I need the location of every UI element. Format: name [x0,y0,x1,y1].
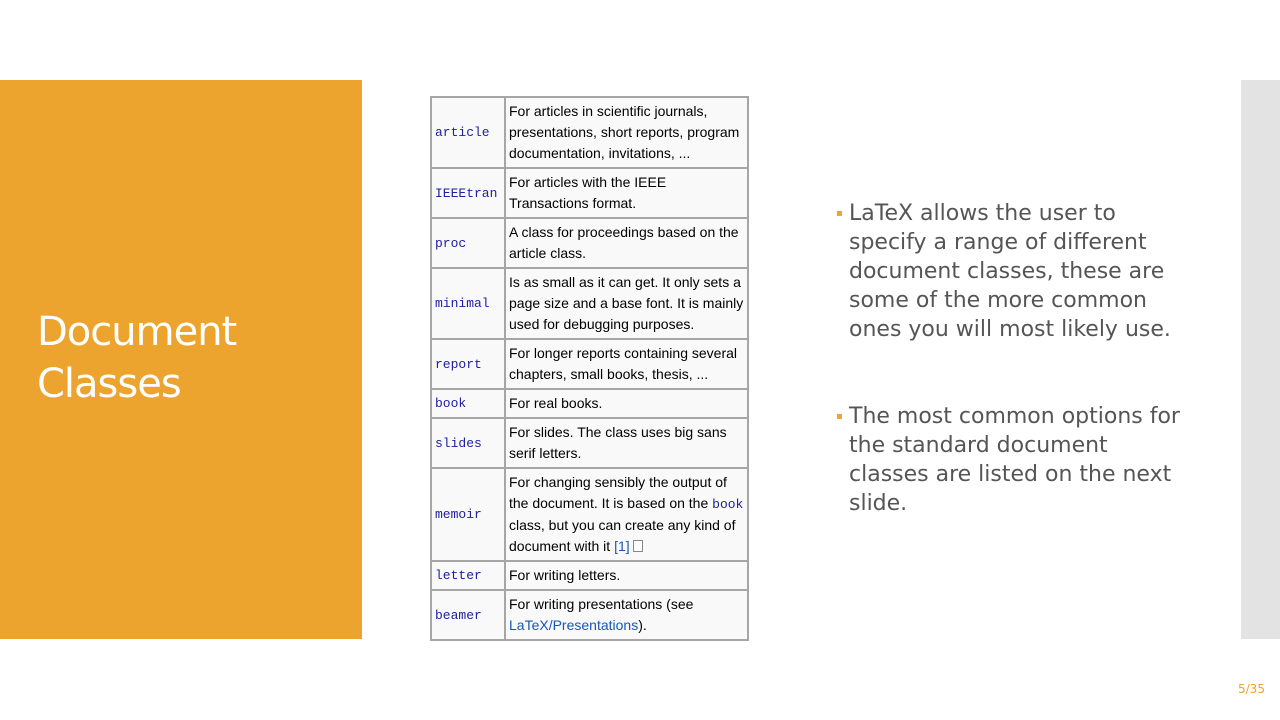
slide-title: Document Classes [37,309,237,407]
right-decorative-strip [1241,80,1280,639]
table-row [431,561,748,590]
presentations-link[interactable]: LaTeX/Presentations [509,617,639,633]
class-name: minimal [431,268,505,339]
class-name: book [431,389,505,418]
external-document-icon [633,540,643,552]
bullet-item [836,402,1181,518]
bullet-list [836,199,1181,576]
class-description [505,590,748,640]
table-row [431,590,748,640]
class-description: For real books. [505,389,748,418]
table-row [431,218,748,268]
table-row [431,418,748,468]
class-name: memoir [431,468,505,561]
table-row [431,168,748,218]
description-text: For changing sensibly the output of the document. It is based on the [509,474,727,511]
bullet-text: The most common options for the standard document classes are listed on the next slide. [849,404,1180,516]
description-text: For writing presentations (see [509,596,694,612]
class-description: For articles in scientific journals, presentations, short reports, program documentation, invitations, ... [505,97,748,168]
table-row [431,468,748,561]
class-name: proc [431,218,505,268]
table-row [431,389,748,418]
bullet-item [836,199,1181,344]
class-name: report [431,339,505,389]
class-description: For longer reports containing several chapters, small books, thesis, ... [505,339,748,389]
class-name: letter [431,561,505,590]
bullet-text: LaTeX allows the user to specify a range of different document classes, these are some of the more common ones you will most likely use. [849,201,1171,342]
document-classes-table [430,96,749,641]
table-row [431,97,748,168]
description-text: ). [638,617,647,633]
bullet-square-icon: ▪ [836,208,843,219]
table-row [431,268,748,339]
class-description: For slides. The class uses big sans serif letters. [505,418,748,468]
class-description: A class for proceedings based on the article class. [505,218,748,268]
reference-link[interactable]: [1] [614,538,630,554]
class-name: slides [431,418,505,468]
description-text: class, but you can create any kind of document with it [509,517,736,554]
page-number: 5/35 [1238,682,1265,696]
bullet-square-icon: ▪ [836,411,843,422]
class-description: For writing letters. [505,561,748,590]
inline-code-book: book [712,497,744,512]
class-description: For articles with the IEEE Transactions format. [505,168,748,218]
class-name: beamer [431,590,505,640]
table-row [431,339,748,389]
class-description [505,468,748,561]
class-name: article [431,97,505,168]
class-name: IEEEtran [431,168,505,218]
class-description: Is as small as it can get. It only sets a page size and a base font. It is mainly used for debugging purposes. [505,268,748,339]
